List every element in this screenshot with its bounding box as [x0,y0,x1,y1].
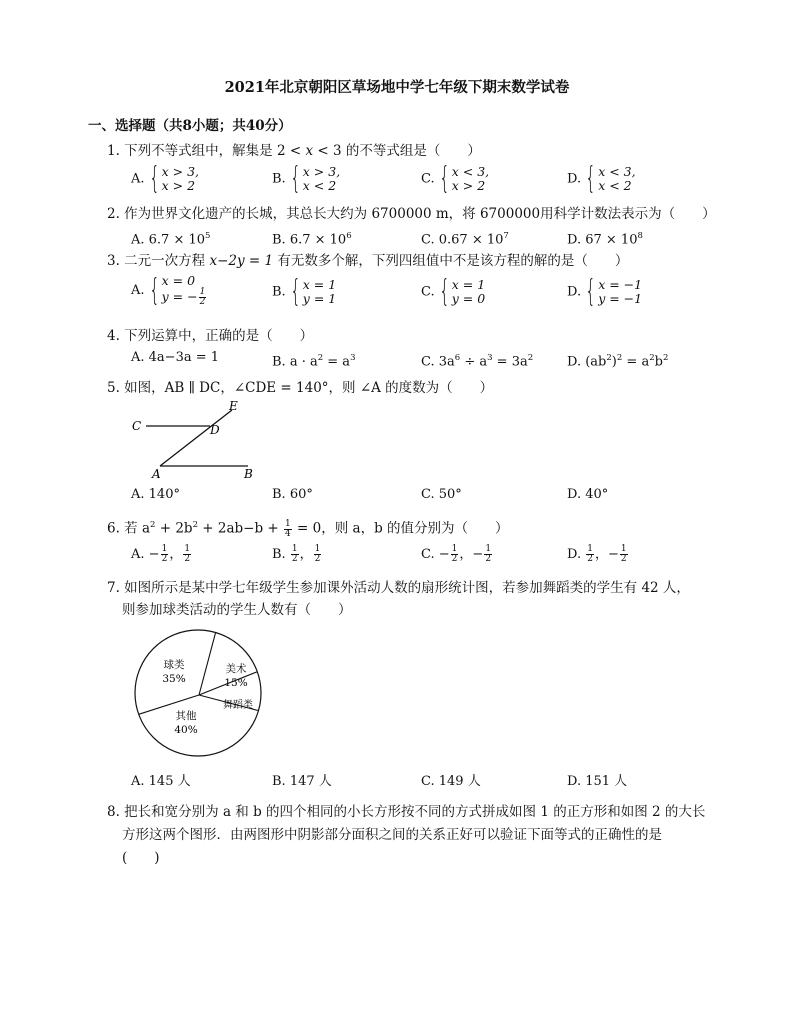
q6-option-b[interactable]: B. $\frac{1}{2}$ ， $\frac{1}{2}$ [272,544,321,564]
q2-option-d[interactable]: D. $67 \times 10^8$ [567,231,643,248]
question-1-stem: 1. 下列不等式组中，解集是 2 < x < 3 的不等式组是（ ） [107,143,481,159]
q7-option-b[interactable]: B. 147 人 [272,774,332,789]
label-b: B [244,467,253,481]
q3-option-c[interactable]: C. { x = 1 y = 0 [421,274,486,309]
q4-option-c[interactable]: C. $3a^6 \div a^3 = 3a^2$ [421,353,534,370]
label-c: C [132,419,142,433]
label-e: E [229,399,238,413]
section-heading: 一、选择题（共8小题；共40分） [88,118,292,134]
geometry-figure-parallel-lines [128,396,268,486]
q6-option-a[interactable]: A. − $\frac{1}{2}$ ， $\frac{1}{2}$ [131,544,191,564]
q5-option-d[interactable]: D. 40° [567,487,609,502]
question-3-stem: 3. 二元一次方程 x−2y = 1 有无数多个解，下列四组值中不是该方程的解的是（ ） [107,253,629,269]
page-title: 2021年北京朝阳区草场地中学七年级下期末数学试卷 [224,79,570,96]
q2-option-a[interactable]: A. $6.7 \times 10^5$ [131,231,211,248]
pie-label-other: 其他 [175,710,197,722]
q3-option-d[interactable]: D. { x = −1 y = −1 [567,274,643,309]
line-ae [160,410,232,466]
question-2-stem: 2. 作为世界文化遗产的长城，其总长大约为 6700000 m，将 6700000用科学计数法表示为（ ） [107,206,716,222]
question-7-stem-line2: 则参加球类活动的学生人数有（ ） [122,602,352,618]
pie-label-dance: 舞蹈类 [223,700,253,711]
q5-option-b[interactable]: B. 60° [272,487,313,502]
q1-option-c[interactable]: C. { x < 3, x > 2 [421,161,490,196]
q7-option-a[interactable]: A. 145 人 [131,774,191,789]
pie-chart [128,624,268,764]
q7-option-c[interactable]: C. 149 人 [421,774,481,789]
pie-label-art: 美术 [225,663,247,675]
question-5-stem: 5. 如图，AB ∥ DC，∠CDE = 140°，则 ∠A 的度数为（ ） [107,380,494,396]
q1-option-a[interactable]: A. { x > 3, x > 2 [131,161,200,196]
q3-option-a[interactable]: A. { x = 0 y = − $\frac{1}{2}$ [131,272,206,308]
q2-option-c[interactable]: C. $0.67 \times 10^7$ [421,231,509,248]
question-8-stem-line2: 方形这两个图形．由两图形中阴影部分面积之间的关系正好可以验证下面等式的正确性的是 [122,827,662,843]
question-7-stem-line1: 7. 如图所示是某中学七年级学生参加课外活动人数的扇形统计图，若参加舞蹈类的学生有 42 人， [107,580,690,596]
label-d: D [210,423,220,437]
pie-pct-art: 15% [224,677,248,689]
q7-option-d[interactable]: D. 151 人 [567,774,628,789]
q5-option-a[interactable]: A. 140° [131,487,180,502]
question-8-answer-blank: ( ) [122,850,160,866]
pie-pct-other: 40% [174,724,198,736]
q6-option-c[interactable]: C. − $\frac{1}{2}$ ，− $\frac{1}{2}$ [421,544,492,564]
q1-option-d[interactable]: D. { x < 3, x < 2 [567,161,636,196]
q6-option-d[interactable]: D. $\frac{1}{2}$ ，− $\frac{1}{2}$ [567,544,627,564]
question-4-stem: 4. 下列运算中，正确的是（ ） [107,328,314,344]
q4-option-d[interactable]: D. $(ab^2)^2 = a^2b^2$ [567,353,669,370]
question-6-stem: 6. 若 $a^2 + 2b^2 + 2ab-b$ + $\frac{1}{4}$ = 0，则 a，b 的值分别为（ ） [107,518,509,539]
pie-label-ball: 球类 [163,659,185,671]
q1-option-b[interactable]: B. { x > 3, x < 2 [272,161,341,196]
pie-outline [135,630,261,756]
pie-pct-ball: 35% [162,673,186,685]
q2-option-b[interactable]: B. $6.7 \times 10^6$ [272,231,352,248]
q4-option-b[interactable]: B. $a \cdot a^2 = a^3$ [272,353,356,370]
q3-option-b[interactable]: B. { x = 1 y = 1 [272,274,337,309]
q4-option-a[interactable]: A. 4a−3a = 1 [131,350,220,365]
question-8-stem-line1: 8. 把长和宽分别为 a 和 b 的四个相同的小长方形按不同的方式拼成如图 1 的正方形和如图 2 的大长 [107,804,706,820]
label-a: A [152,467,161,481]
q5-option-c[interactable]: C. 50° [421,487,462,502]
